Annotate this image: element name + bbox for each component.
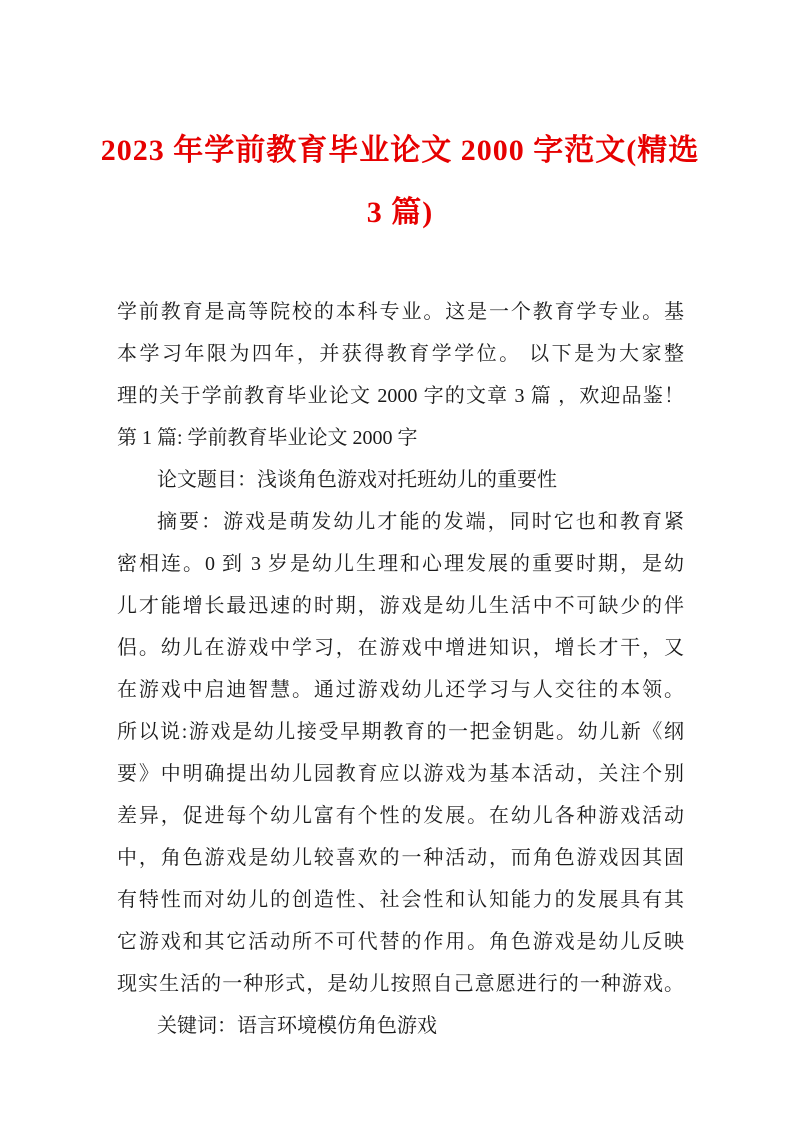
text-line: 中，角色游戏是幼儿较喜欢的一种活动，而角色游戏因其固 [117,847,684,869]
text-line: 密相连。0 到 3 岁是幼儿生理和心理发展的重要时期，是幼 [117,553,684,575]
text-line: 要》中明确提出幼儿园教育应以游戏为基本活动，关注个别 [117,763,684,785]
text-line: 所以说:游戏是幼儿接受早期教育的一把金钥匙。幼儿新《纲 [117,721,684,743]
text-line: 侣。幼儿在游戏中学习，在游戏中增进知识，增长才干，又 [117,637,684,659]
text-line: 有特性而对幼儿的创造性、社会性和认知能力的发展具有其 [117,889,684,911]
page-title-line-1: 2023 年学前教育毕业论文 2000 字范文(精选 [100,134,700,167]
text-line: 第 1 篇: 学前教育毕业论文 2000 字 [117,427,418,449]
text-line: 儿才能增长最迅速的时期，游戏是幼儿生活中不可缺少的伴 [117,595,684,617]
text-line: 学前教育是高等院校的本科专业。这是一个教育学专业。基 [117,301,684,323]
page-title-line-2: 3 篇) [366,196,434,229]
text-line: 理的关于学前教育毕业论文 2000 字的文章 3 篇 ，欢迎品鉴！ [117,385,684,407]
text-line: 现实生活的一种形式，是幼儿按照自己意愿进行的一种游戏。 [117,973,684,995]
text-line: 差异，促进每个幼儿富有个性的发展。在幼儿各种游戏活动 [117,805,684,827]
text-line: 在游戏中启迪智慧。通过游戏幼儿还学习与人交往的本领。 [117,679,684,701]
text-line: 它游戏和其它活动所不可代替的作用。角色游戏是幼儿反映 [117,931,684,953]
text-line: 论文题目：浅谈角色游戏对托班幼儿的重要性 [157,469,557,491]
document-body [117,291,684,1047]
text-line: 摘要：游戏是萌发幼儿才能的发端，同时它也和教育紧 [157,511,684,533]
page-title [80,0,720,244]
text-line: 本学习年限为四年，并获得教育学学位。 以下是为大家整 [117,343,684,365]
text-line: 关键词：语言环境模仿角色游戏 [157,1015,437,1037]
